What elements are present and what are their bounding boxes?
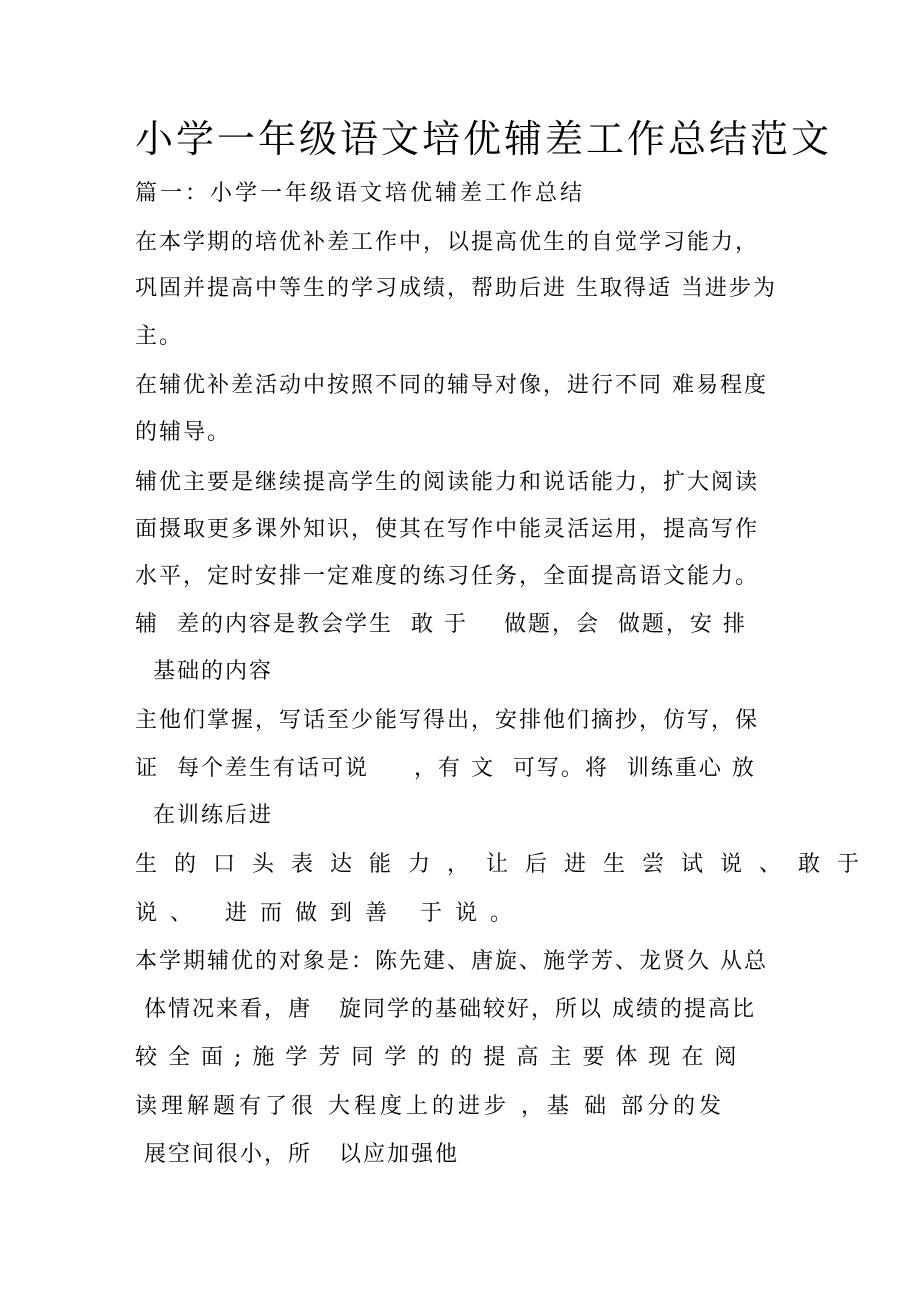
body-line: 辅 差的内容是教会学生 敢 于 做题，会 做题，安 排 [135,612,747,637]
body-line: 证 每个差生有话可说 ，有 文 可写。将 训练重心 放 [135,756,756,781]
body-line: 在本学期的培优补差工作中，以提高优生的自觉学习能力， [135,230,760,255]
body-line: 辅优主要是继续提高学生的阅读能力和说话能力，扩大阅读 [135,470,760,495]
body-line: 面摄取更多课外知识，使其在写作中能灵活运用，提高写作 [135,517,760,542]
body-line: 本学期辅优的对象是：陈先建、唐旋、施学芳、龙贤久 从总 [135,949,768,974]
body-line: 主他们掌握，写话至少能写得出，安排他们摘抄，仿写，保 [135,708,760,733]
body-line: 读理解题有了很 大程度上的进步 ，基 础 部分的发 [135,1094,725,1119]
body-line: 的辅导。 [135,420,232,445]
body-line: 体情况来看，唐 旋同学的基础较好，所以 成绩的提高比 [135,997,756,1022]
body-line: 在训练后进 [135,803,273,828]
body-line: 基础的内容 [135,659,273,684]
body-line: 水平，定时安排一定难度的练习任务，全面提高语文能力。 [135,564,760,589]
body-line: 说、 进而做到善 于说。 [135,901,525,926]
document-title: 小学一年级语文培优辅差工作总结范文 [135,117,833,161]
body-line: 在辅优补差活动中按照不同的辅导对像，进行不同 难易程度 [135,373,768,398]
section-heading: 篇一：小学一年级语文培优辅差工作总结 [135,181,586,206]
body-line: 展空间很小，所 以应加强他 [135,1142,459,1167]
body-line: 较全面;施学芳同学的的提高主要体现在阅 [135,1045,748,1070]
body-line: 生的口头表达能力，让后进生尝试说、敢于 [135,852,877,877]
body-line: 巩固并提高中等生的学习成绩，帮助后进 生取得适 当进步为 [135,276,777,301]
body-line: 主。 [135,324,184,349]
